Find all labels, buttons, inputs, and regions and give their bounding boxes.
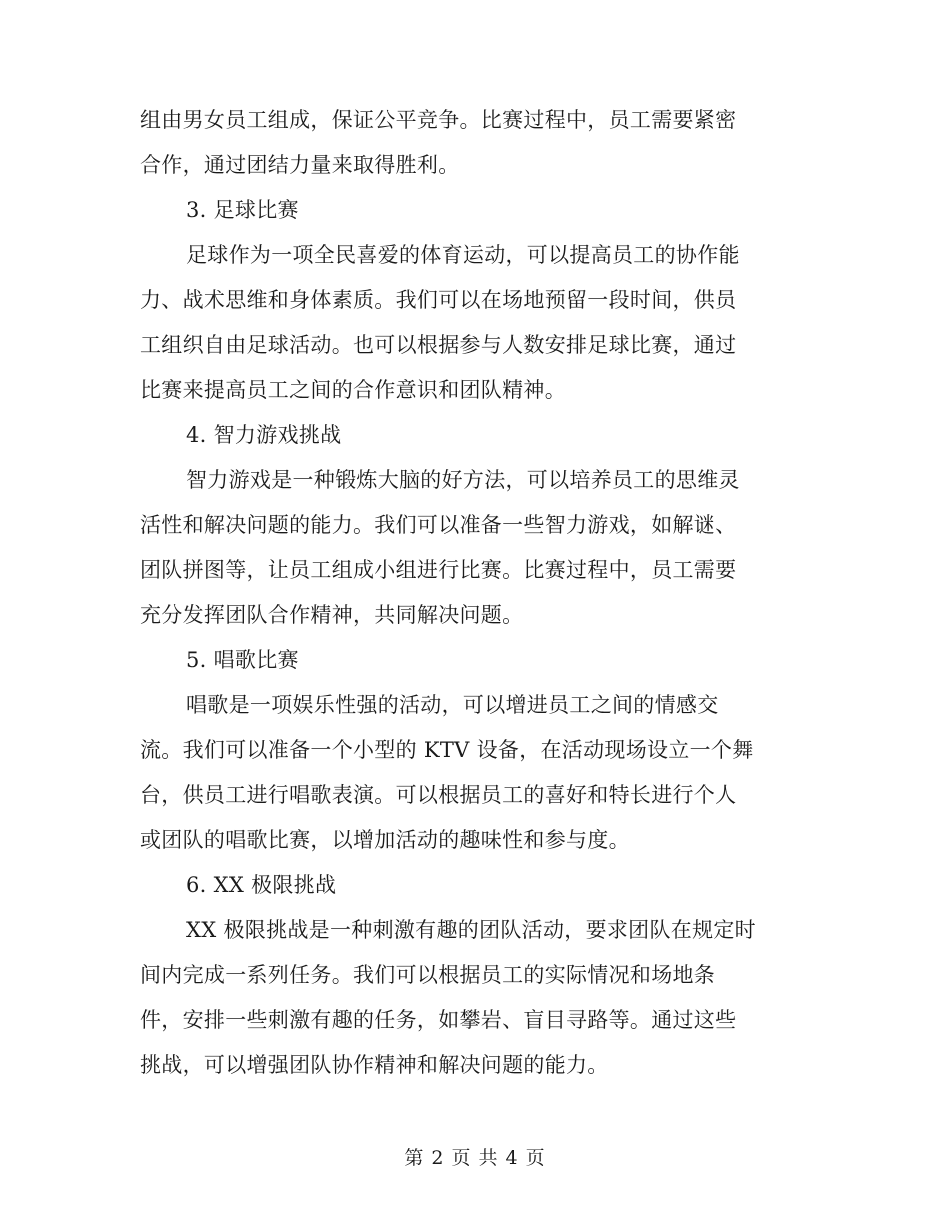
text-line: 力、战术思维和身体素质。我们可以在场地预留一段时间，供员 xyxy=(140,288,737,312)
section-heading: 3. 足球比赛 xyxy=(186,198,299,222)
text-line: 流。我们可以准备一个小型的 KTV 设备，在活动现场设立一个舞 xyxy=(140,738,754,762)
text-line: 工组织自由足球活动。也可以根据参与人数安排足球比赛，通过 xyxy=(140,333,737,357)
text-line: 挑战，可以增强团队协作精神和解决问题的能力。 xyxy=(140,1053,609,1077)
document-body xyxy=(140,98,810,1088)
section-heading: 6. XX 极限挑战 xyxy=(186,873,337,897)
text-line: 组由男女员工组成，保证公平竞争。比赛过程中，员工需要紧密 xyxy=(140,108,737,132)
text-line: 比赛来提高员工之间的合作意识和团队精神。 xyxy=(140,378,566,402)
text-line: 合作，通过团结力量来取得胜利。 xyxy=(140,153,460,177)
text-line: 智力游戏是一种锻炼大脑的好方法，可以培养员工的思维灵 xyxy=(186,468,740,492)
text-line: 活性和解决问题的能力。我们可以准备一些智力游戏，如解谜、 xyxy=(140,513,737,537)
text-line: 间内完成一系列任务。我们可以根据员工的实际情况和场地条 xyxy=(140,963,716,987)
text-line: 唱歌是一项娱乐性强的活动，可以增进员工之间的情感交 xyxy=(186,693,719,717)
text-line: 团队拼图等，让员工组成小组进行比赛。比赛过程中，员工需要 xyxy=(140,558,737,582)
section-heading: 5. 唱歌比赛 xyxy=(186,648,299,672)
text-line: 件，安排一些刺激有趣的任务，如攀岩、盲目寻路等。通过这些 xyxy=(140,1008,737,1032)
page-number-footer: 第 2 页 共 4 页 xyxy=(404,1147,546,1169)
text-line: 台，供员工进行唱歌表演。可以根据员工的喜好和特长进行个人 xyxy=(140,783,737,807)
text-line: 充分发挥团队合作精神，共同解决问题。 xyxy=(140,603,524,627)
text-line: 足球作为一项全民喜爱的体育运动，可以提高员工的协作能 xyxy=(186,243,740,267)
text-line: 或团队的唱歌比赛，以增加活动的趣味性和参与度。 xyxy=(140,828,630,852)
text-line: XX 极限挑战是一种刺激有趣的团队活动，要求团队在规定时 xyxy=(186,918,756,942)
section-heading: 4. 智力游戏挑战 xyxy=(186,423,342,447)
